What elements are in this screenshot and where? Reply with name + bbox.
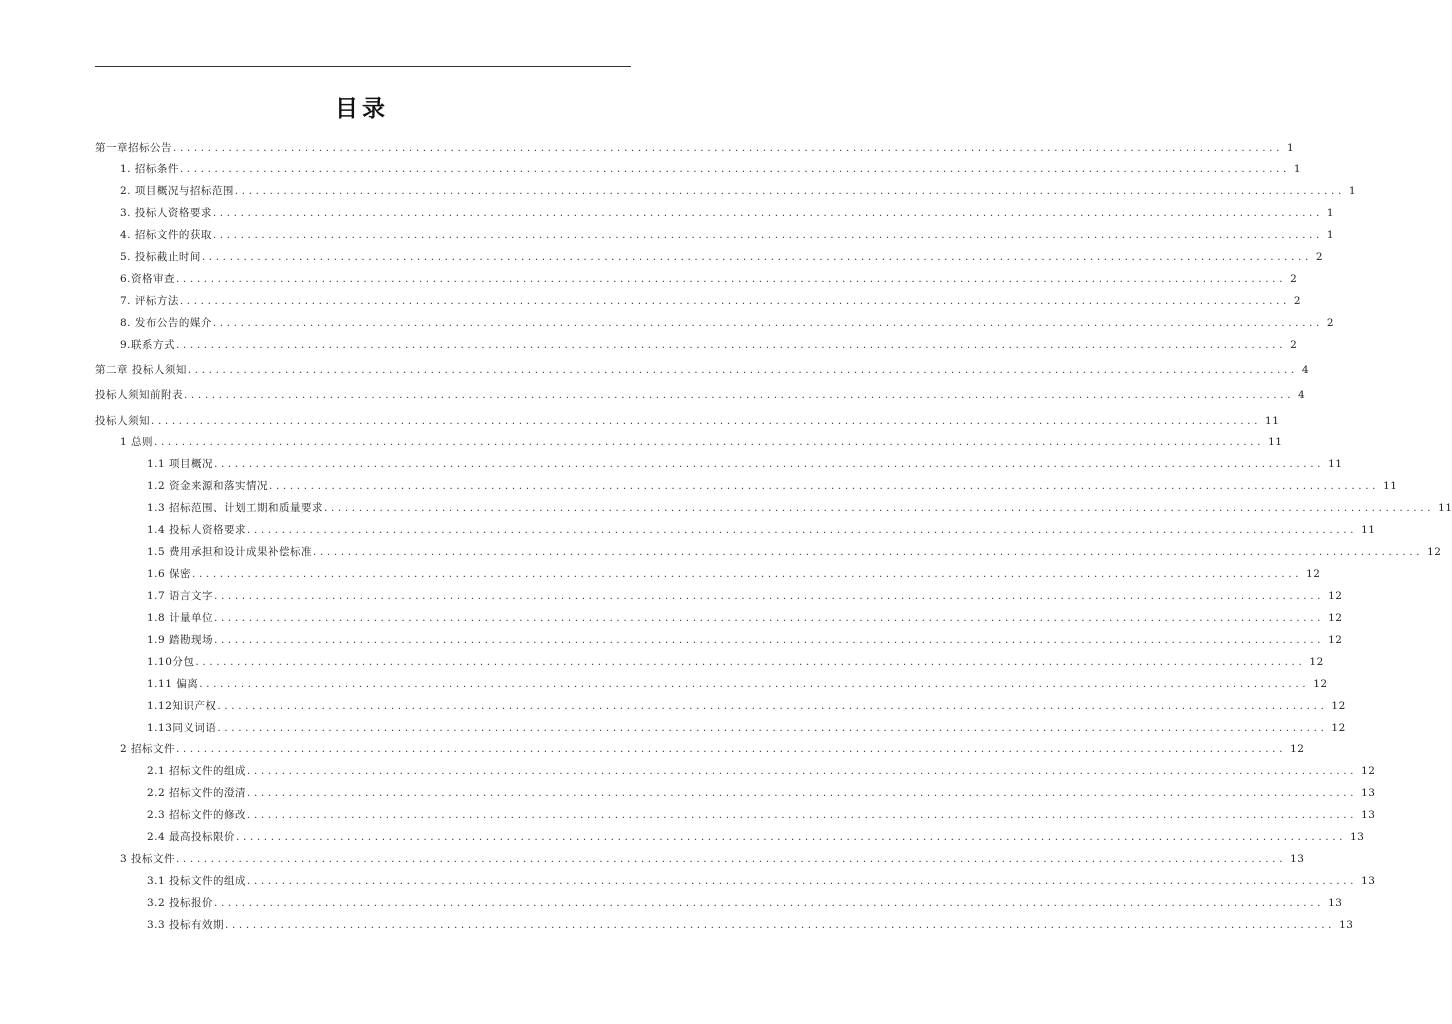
toc-leader-dots: ................................................................................................................................................................ [324, 502, 1435, 514]
toc-leader-dots: ................................................................................................................................................................ [217, 700, 1328, 712]
toc-leader-dots: ................................................................................................................................................................ [214, 897, 1325, 909]
toc-entry-page: 11 [1361, 524, 1376, 536]
toc-entry-page: 13 [1328, 897, 1343, 909]
toc-entry-page: 11 [1328, 458, 1343, 470]
toc-entry-label: 1 总则 [120, 436, 154, 448]
toc-entry-page: 2 [1315, 251, 1324, 263]
toc-leader-dots: ................................................................................................................................................................ [212, 229, 1323, 241]
toc-entry[interactable] [120, 741, 1305, 757]
toc-entry[interactable] [120, 183, 1357, 199]
toc-entry[interactable] [95, 413, 1280, 429]
toc-entry-page: 13 [1361, 875, 1376, 887]
toc-entry-page: 12 [1328, 590, 1343, 602]
toc-entry[interactable] [147, 698, 1346, 714]
toc-leader-dots: ................................................................................................................................................................ [247, 787, 1358, 799]
toc-entry-label: 2 招标文件 [120, 743, 176, 755]
toc-entry[interactable] [147, 763, 1376, 779]
toc-entry[interactable] [120, 293, 1302, 309]
toc-entry[interactable] [120, 205, 1335, 221]
toc-leader-dots: ................................................................................................................................................................ [184, 389, 1295, 401]
toc-entry[interactable] [120, 337, 1298, 353]
toc-entry[interactable] [147, 632, 1343, 648]
toc-entry-page: 11 [1383, 480, 1398, 492]
toc-entry-label: 1.2 资金来源和落实情况 [147, 480, 269, 492]
toc-leader-dots: ................................................................................................................................................................ [199, 678, 1310, 690]
toc-entry[interactable] [147, 566, 1321, 582]
toc-leader-dots: ................................................................................................................................................................ [212, 207, 1323, 219]
toc-entry-page: 12 [1306, 568, 1321, 580]
toc-leader-dots: ................................................................................................................................................................ [179, 295, 1290, 307]
toc-entry[interactable] [95, 362, 1310, 378]
toc-entry[interactable] [147, 895, 1343, 911]
toc-entry[interactable] [147, 917, 1354, 933]
toc-entry-label: 第二章 投标人须知 [95, 364, 187, 376]
toc-title: 目录 [335, 96, 389, 122]
toc-leader-dots: ................................................................................................................................................................ [179, 163, 1290, 175]
toc-leader-dots: ................................................................................................................................................................ [236, 831, 1347, 843]
toc-entry-label: 1.3 招标范围、计划工期和质量要求 [147, 502, 324, 514]
toc-entry[interactable] [147, 588, 1343, 604]
toc-entry-page: 1 [1326, 207, 1335, 219]
toc-entry-label: 3 投标文件 [120, 853, 176, 865]
toc-entry-page: 12 [1331, 700, 1346, 712]
toc-entry[interactable] [120, 851, 1305, 867]
toc-entry-label: 3.3 投标有效期 [147, 919, 225, 931]
toc-entry[interactable] [120, 315, 1335, 331]
toc-entry-page: 2 [1326, 317, 1335, 329]
toc-entry[interactable] [147, 676, 1328, 692]
toc-leader-dots: ................................................................................................................................................................ [187, 364, 1298, 376]
toc-entry-label: 8. 发布公告的媒介 [120, 317, 212, 329]
toc-entry-label: 3.2 投标报价 [147, 897, 214, 909]
toc-entry-page: 11 [1265, 415, 1280, 427]
toc-leader-dots: ................................................................................................................................................................ [214, 612, 1325, 624]
toc-entry-page: 11 [1268, 436, 1283, 448]
toc-entry[interactable] [120, 249, 1324, 265]
toc-entry-label: 投标人须知前附表 [95, 389, 183, 401]
toc-leader-dots: ................................................................................................................................................................ [176, 853, 1287, 865]
toc-entry[interactable] [95, 140, 1295, 156]
toc-leader-dots: ................................................................................................................................................................ [201, 251, 1312, 263]
toc-leader-dots: ................................................................................................................................................................ [313, 546, 1424, 558]
toc-entry-page: 13 [1361, 809, 1376, 821]
toc-entry[interactable] [147, 807, 1376, 823]
toc-leader-dots: ................................................................................................................................................................ [269, 480, 1380, 492]
toc-entry-label: 2.1 招标文件的组成 [147, 765, 247, 777]
toc-entry-page: 1 [1326, 229, 1335, 241]
toc-entry-page: 12 [1309, 656, 1324, 668]
toc-leader-dots: ................................................................................................................................................................ [192, 568, 1303, 580]
toc-entry[interactable] [147, 720, 1346, 736]
toc-leader-dots: ................................................................................................................................................................ [247, 875, 1358, 887]
toc-entry-label: 5. 投标截止时间 [120, 251, 201, 263]
toc-entry-page: 11 [1438, 502, 1452, 514]
toc-entry-page: 12 [1290, 743, 1305, 755]
toc-entry-page: 1 [1293, 163, 1302, 175]
toc-entry-page: 12 [1328, 612, 1343, 624]
header-rule [95, 66, 631, 67]
toc-entry-label: 1.13同义词语 [147, 722, 217, 734]
toc-leader-dots: ................................................................................................................................................................ [176, 743, 1287, 755]
toc-entry-label: 7. 评标方法 [120, 295, 179, 307]
toc-leader-dots: ................................................................................................................................................................ [154, 436, 1265, 448]
toc-leader-dots: ................................................................................................................................................................ [214, 590, 1325, 602]
toc-leader-dots: ................................................................................................................................................................ [247, 809, 1358, 821]
toc-entry-page: 2 [1290, 339, 1298, 351]
toc-entry-page: 1 [1348, 185, 1357, 197]
toc-entry-label: 1.8 计量单位 [147, 612, 214, 624]
toc-leader-dots: ................................................................................................................................................................ [173, 142, 1284, 154]
toc-entry[interactable] [147, 544, 1442, 560]
toc-entry-label: 第一章招标公告 [95, 142, 172, 154]
toc-entry[interactable] [147, 829, 1365, 845]
toc-entry-label: 3.1 投标文件的组成 [147, 875, 247, 887]
toc-entry[interactable] [95, 387, 1306, 403]
toc-entry-page: 2 [1290, 273, 1298, 285]
toc-entry[interactable] [120, 161, 1302, 177]
toc-entry[interactable] [147, 500, 1452, 516]
toc-entry-page: 4 [1298, 389, 1306, 401]
toc-leader-dots: ................................................................................................................................................................ [234, 185, 1345, 197]
toc-entry-label: 2. 项目概况与招标范围 [120, 185, 234, 197]
toc-leader-dots: ................................................................................................................................................................ [247, 524, 1358, 536]
toc-entry[interactable] [147, 478, 1398, 494]
toc-leader-dots: ................................................................................................................................................................ [195, 656, 1306, 668]
toc-entry-page: 2 [1293, 295, 1302, 307]
toc-leader-dots: ................................................................................................................................................................ [247, 765, 1358, 777]
toc-entry[interactable] [120, 271, 1298, 287]
toc-entry-page: 12 [1328, 634, 1343, 646]
toc-entry-label: 9.联系方式 [120, 339, 176, 351]
toc-leader-dots: ................................................................................................................................................................ [214, 458, 1325, 470]
toc-entry-label: 6.资格审查 [120, 273, 176, 285]
toc-entry[interactable] [120, 434, 1283, 450]
toc-entry-label: 1. 招标条件 [120, 163, 179, 175]
toc-entry[interactable] [147, 522, 1376, 538]
toc-entry-page: 12 [1361, 765, 1376, 777]
toc-entry-page: 1 [1287, 142, 1295, 154]
toc-entry[interactable] [147, 785, 1376, 801]
toc-entry-page: 13 [1290, 853, 1305, 865]
toc-entry-label: 2.2 招标文件的澄清 [147, 787, 247, 799]
toc-entry-label: 1.7 语言文字 [147, 590, 214, 602]
toc-entry[interactable] [147, 654, 1324, 670]
toc-entry[interactable] [147, 456, 1343, 472]
toc-entry-label: 投标人须知 [95, 415, 150, 427]
toc-entry-label: 1.4 投标人资格要求 [147, 524, 247, 536]
toc-entry-label: 1.10分包 [147, 656, 195, 668]
toc-entry[interactable] [147, 873, 1376, 889]
toc-entry-label: 2.3 招标文件的修改 [147, 809, 247, 821]
toc-entry[interactable] [147, 610, 1343, 626]
toc-entry-page: 13 [1361, 787, 1376, 799]
toc-entry-page: 13 [1339, 919, 1354, 931]
toc-leader-dots: ................................................................................................................................................................ [225, 919, 1336, 931]
toc-leader-dots: ................................................................................................................................................................ [176, 339, 1287, 351]
toc-leader-dots: ................................................................................................................................................................ [212, 317, 1323, 329]
toc-entry-label: 1.5 费用承担和设计成果补偿标准 [147, 546, 313, 558]
toc-entry-label: 1.6 保密 [147, 568, 192, 580]
toc-entry-page: 12 [1313, 678, 1328, 690]
toc-leader-dots: ................................................................................................................................................................ [176, 273, 1287, 285]
toc-entry[interactable] [120, 227, 1335, 243]
toc-leader-dots: ................................................................................................................................................................ [214, 634, 1325, 646]
toc-entry-page: 13 [1350, 831, 1365, 843]
toc-entry-label: 1.12知识产权 [147, 700, 217, 712]
toc-entry-label: 2.4 最高投标限价 [147, 831, 236, 843]
toc-entry-page: 12 [1427, 546, 1442, 558]
toc-entry-label: 1.1 项目概况 [147, 458, 214, 470]
toc-leader-dots: ................................................................................................................................................................ [217, 722, 1328, 734]
toc-entry-label: 4. 招标文件的获取 [120, 229, 212, 241]
toc-entry-label: 1.9 踏勘现场 [147, 634, 214, 646]
toc-entry-page: 4 [1301, 364, 1310, 376]
toc-entry-label: 3. 投标人资格要求 [120, 207, 212, 219]
toc-entry-page: 12 [1331, 722, 1346, 734]
toc-entry-label: 1.11 偏离 [147, 678, 199, 690]
toc-leader-dots: ................................................................................................................................................................ [151, 415, 1262, 427]
